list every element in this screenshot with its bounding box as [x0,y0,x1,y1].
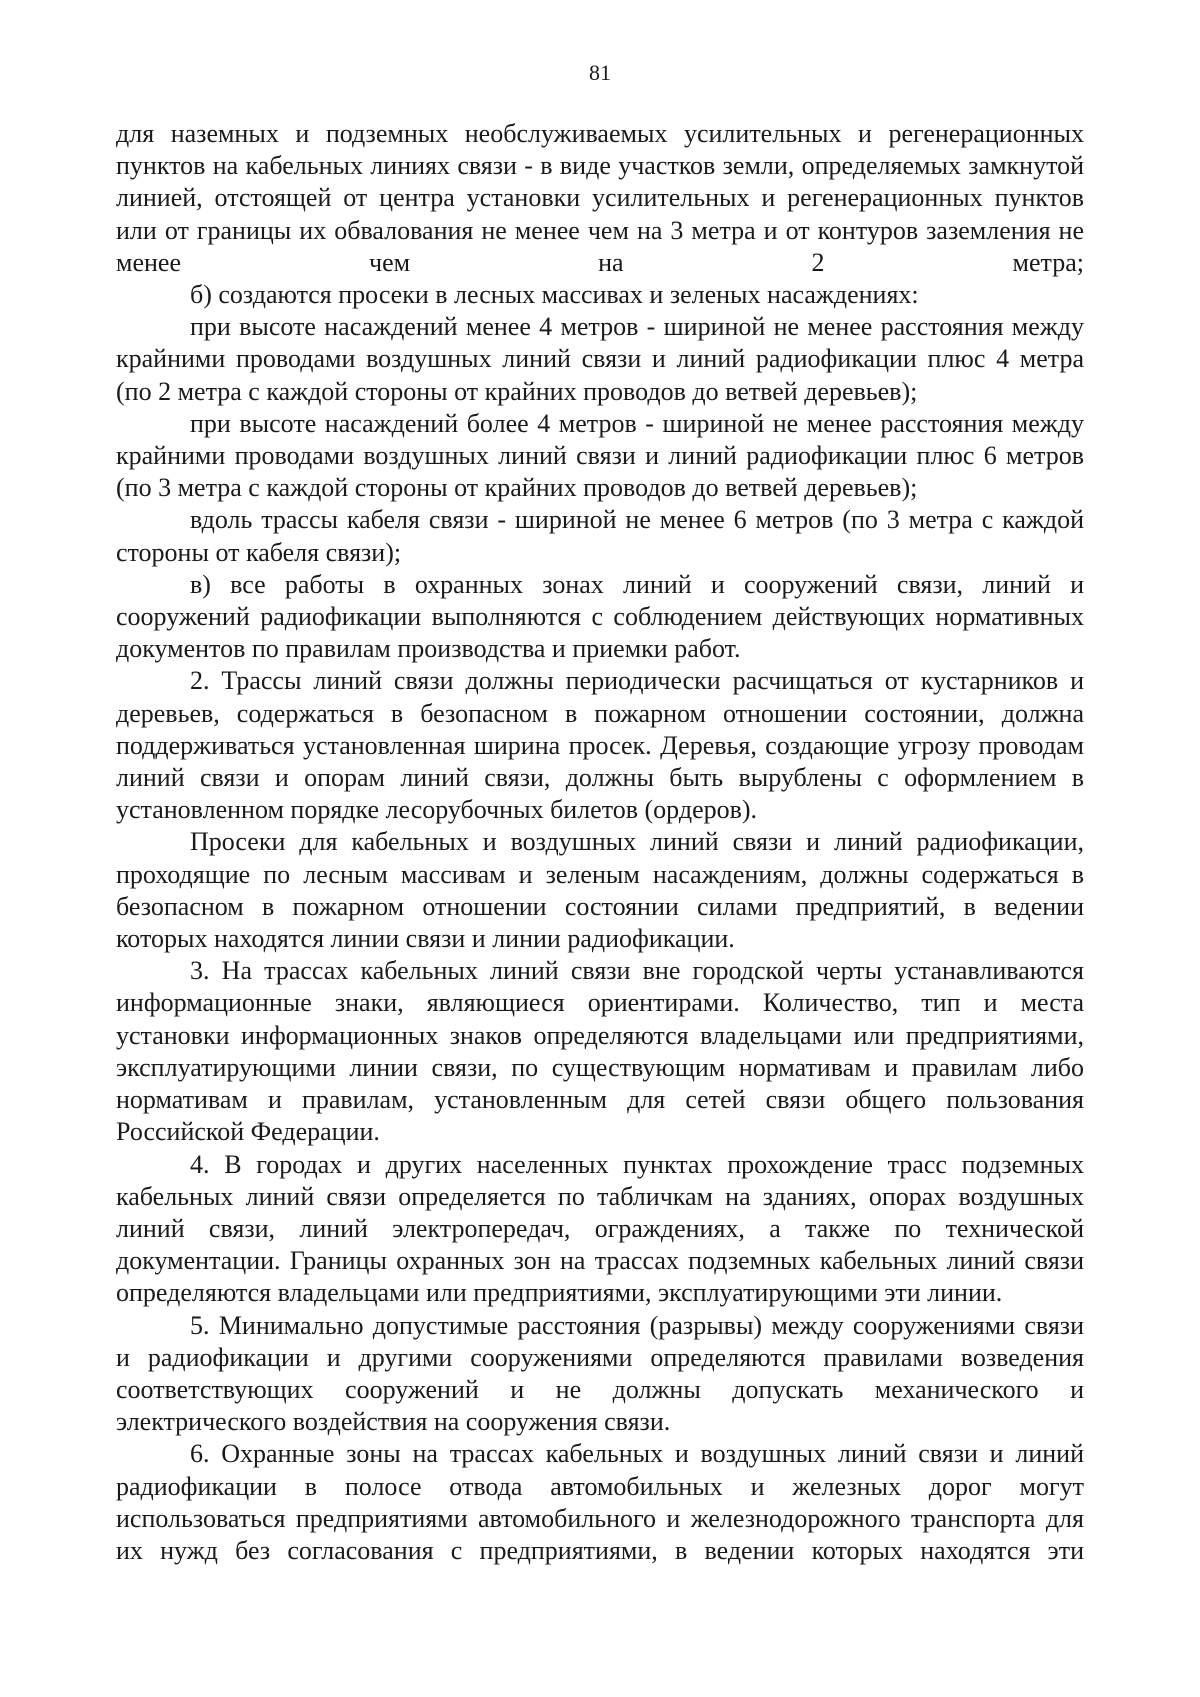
paragraph-continuation: для наземных и подземных необслуживаемых усилительных и регенерационных пунктов на кабельных линиях связи - в виде участков земли, определяемых замкнутой линией, отстоящей от центра установки усилительных и регенерационных пунктов или от границы их обвалования не менее чем на 3 метра и от контуров заземления не менее чем на 2 метра; [116,119,1084,277]
paragraph-height-under-4m: при высоте насаждений менее 4 метров - шириной не менее расстояния между крайними проводами воздушных линий связи и линий радиофикации плюс 4 метра (по 2 метра с каждой стороны от крайних проводов до ветвей деревьев); [116,312,1084,406]
paragraph-5: 5. Минимально допустимые расстояния (разрывы) между сооружениями связи и радиофикации и другими сооружениями определяются правилами возведения соответствующих сооружений и не должны допускать механического и электрического воздействия на сооружения связи. [116,1310,1084,1437]
paragraph-cable-route: вдоль трассы кабеля связи - шириной не менее 6 метров (по 3 метра с каждой стороны от кабеля связи); [116,505,1084,567]
page-number: 81 [589,60,611,85]
paragraph-4: 4. В городах и других населенных пунктах прохождение трасс подземных кабельных линий связи определяется по табличкам на зданиях, опорах воздушных линий связи, линий электропередач, ограждениях, а также по технической документации. Границы охранных зон на трассах подземных кабельных линий связи определяются владельцами или предприятиями, эксплуатирующими эти линии. [116,1149,1084,1308]
body-text [116,118,1084,1567]
paragraph-3: 3. На трассах кабельных линий связи вне городской черты устанавливаются информационные знаки, являющиеся ориентирами. Количество, тип и места установки информационных знаков определяются владельцами или предприятиями, эксплуатирующими линии связи, по существующим нормативам и правилам либо нормативам и правилам, установленным для сетей связи общего пользования Российской Федерации. [116,956,1084,1147]
paragraph-b: б) создаются просеки в лесных массивах и зеленых насаждениях: [190,280,919,310]
paragraph-height-over-4m: при высоте насаждений более 4 метров - шириной не менее расстояния между крайними проводами воздушных линий связи и линий радиофикации плюс 6 метров (по 3 метра с каждой стороны от крайних проводов до ветвей деревьев); [116,408,1084,503]
paragraph-2: 2. Трассы линий связи должны периодически расчищаться от кустарников и деревьев, содержаться в безопасном в пожарном отношении состоянии, должна поддерживаться установленная ширина просек. Деревья, создающие угрозу проводам линий связи и опорам линий связи, должны быть вырублены с оформлением в установленном порядке лесорубочных билетов (ордеров). [116,666,1084,825]
paragraph-v: в) все работы в охранных зонах линий и сооружений связи, линий и сооружений радиофикации выполняются с соблюдением действующих нормативных документов по правилам производства и приемки работ. [116,569,1084,664]
paragraph-clearings: Просеки для кабельных и воздушных линий связи и линий радиофикации, проходящие по лесным массивам и зеленым насаждениям, должны содержаться в безопасном в пожарном отношении состоянии силами предприятий, в ведении которых находятся линии связи и линии радиофикации. [116,827,1084,954]
paragraph-6: 6. Охранные зоны на трассах кабельных и воздушных линий связи и линий радиофикации в полосе отвода автомобильных и железных дорог могут использоваться предприятиями автомобильного и железнодорожного транспорта для их нужд без согласования с предприятиями, в ведении которых находятся эти [116,1439,1084,1565]
